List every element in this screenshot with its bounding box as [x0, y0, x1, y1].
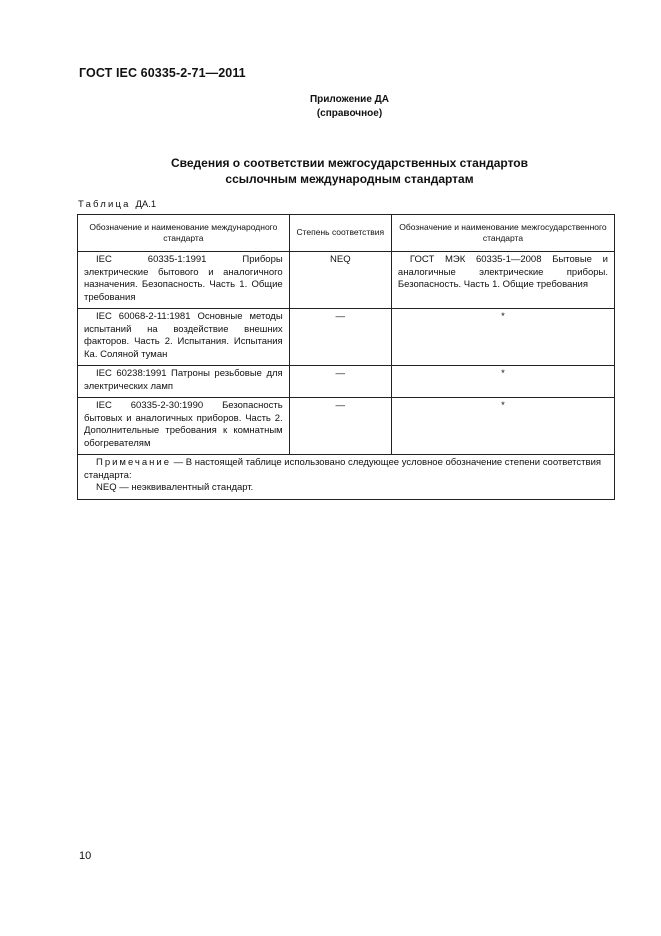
note-label: Примечание — [96, 457, 171, 468]
title-line-1: Сведения о соответствии межгосударственных стандартов — [171, 156, 528, 170]
cell-degree: — — [289, 309, 391, 366]
document-code: ГОСТ IEC 60335-2-71—2011 — [79, 66, 246, 80]
table-row — [78, 309, 615, 366]
title-line-2: ссылочным международным стандартам — [225, 172, 474, 186]
table-note-row — [78, 455, 615, 500]
cell-interstate: * — [391, 366, 614, 398]
header-degree: Степень соответствия — [289, 215, 391, 252]
cell-international: IEC 60068-2-11:1981 Основные методы испытаний на воздействие внешних факторов. Часть 2. Испытания. Испытания Ка. Соляной туман — [78, 309, 290, 366]
note-text: — В настоящей таблице использовано следующее условное обозначение степени соответствия стандарта: — [84, 457, 602, 481]
table-note — [78, 455, 615, 500]
standards-table — [77, 214, 615, 500]
cell-degree: — — [289, 398, 391, 455]
cell-international: IEC 60238:1991 Патроны резьбовые для электрических ламп — [78, 366, 290, 398]
header-interstate: Обозначение и наименование межгосударственного стандарта — [391, 215, 614, 252]
cell-interstate: ГОСТ МЭК 60335-1—2008 Бытовые и аналогичные электрические приборы. Безопасность. Часть 1. Общие требования — [391, 252, 614, 309]
cell-interstate: * — [391, 398, 614, 455]
annex-heading — [0, 93, 661, 121]
cell-international: IEC 60335-1:1991 Приборы электрические бытового и аналогичного назначения. Безопасность. Часть 1. Общие требования — [78, 252, 290, 309]
note-paragraph — [84, 457, 601, 481]
note-legend: NEQ — неэквивалентный стандарт. — [96, 482, 254, 493]
header-international: Обозначение и наименование международного стандарта — [78, 215, 290, 252]
annex-title: Приложение ДА — [309, 94, 390, 105]
cell-interstate: * — [391, 309, 614, 366]
table-row — [78, 366, 615, 398]
table-row — [78, 398, 615, 455]
table-header-row — [78, 215, 615, 252]
cell-international: IEC 60335-2-30:1990 Безопасность бытовых и аналогичных приборов. Часть 2. Дополнительные требования к комнатным обогревателям — [78, 398, 290, 455]
page-title — [0, 155, 661, 187]
table-row — [78, 252, 615, 309]
table-caption-word: Таблица — [78, 199, 131, 210]
table-caption-number: ДА.1 — [135, 199, 157, 210]
table-caption — [78, 199, 156, 210]
annex-type: (справочное) — [316, 108, 383, 119]
cell-degree: NEQ — [289, 252, 391, 309]
page-number: 10 — [79, 850, 92, 862]
cell-degree: — — [289, 366, 391, 398]
